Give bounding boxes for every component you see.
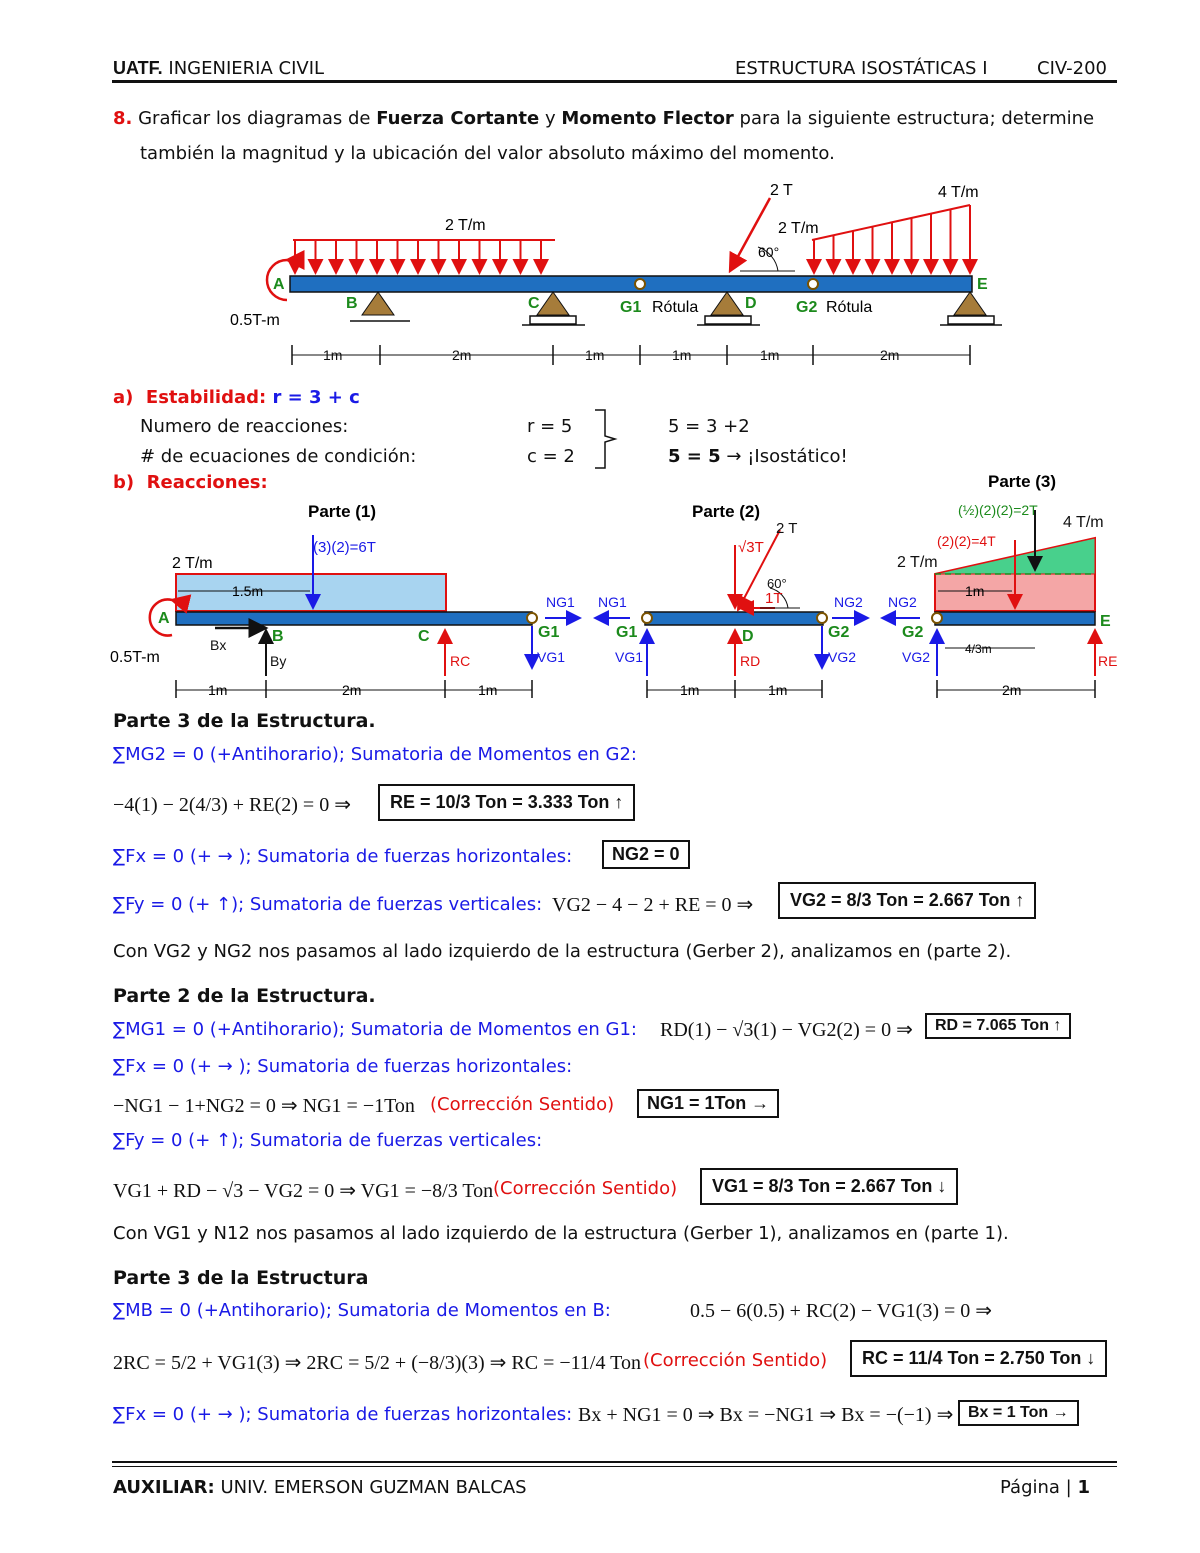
problem-bold: Fuerza Cortante (376, 108, 540, 129)
node-label: C (418, 628, 430, 645)
result-box (850, 1340, 1107, 1377)
node-label: G2 (828, 624, 850, 641)
result-value: RD = 7.065 Ton ↑ (925, 1013, 1071, 1039)
footer-rule (112, 1466, 1117, 1467)
dimension-label: 1m (478, 682, 498, 698)
page-number (1000, 1477, 1090, 1498)
part-label: Parte (2) (692, 502, 761, 521)
problem-text: para la siguiente estructura; determine (733, 108, 1095, 129)
node-label: B (346, 295, 358, 312)
load-label: 2 T/m (897, 554, 938, 571)
section-title: Parte 3 de la Estructura. (113, 710, 376, 732)
moment-label: 0.5T-m (110, 649, 160, 666)
resultant-label: (3)(2)=6T (313, 539, 376, 556)
transition-note: Con VG2 y NG2 nos pasamos al lado izquierdo de la estructura (Gerber 2), analizamos en (parte 2). (113, 941, 1012, 962)
dimension-label: 4/3m (965, 642, 992, 656)
dimension-label: 2m (880, 347, 900, 363)
result-box (637, 1089, 779, 1118)
header-department: INGENIERIA CIVIL (168, 58, 325, 79)
dimension-label: 1m (323, 347, 343, 363)
node-label: G1 (538, 624, 560, 641)
page-value: 1 (1077, 1477, 1090, 1498)
header-subject: ESTRUCTURA ISOSTÁTICAS I (735, 58, 988, 79)
page-label: Página | (1000, 1477, 1072, 1498)
node-label: G1 (616, 624, 638, 641)
force-label: Bx (210, 637, 227, 653)
result-value: NG2 = 0 (602, 840, 690, 869)
problem-bold: Momento Flector (561, 108, 734, 129)
free-body-figure (0, 470, 1200, 700)
correction-note: (Corrección Sentido) (493, 1178, 678, 1199)
equation: VG2 − 4 − 2 + RE = 0 ⇒ (552, 894, 754, 916)
dimension-label: 2m (342, 682, 362, 698)
result-value: VG2 = 8/3 Ton = 2.667 Ton ↑ (778, 882, 1036, 919)
result-value: Bx = 1 Ton → (958, 1400, 1079, 1426)
formula: r = 3 + c (272, 387, 360, 408)
node-label: E (1100, 613, 1111, 630)
stability-heading (113, 387, 360, 408)
result-box (778, 882, 1036, 919)
force-label: By (270, 653, 287, 669)
node-label: D (745, 295, 757, 312)
point-load-label: 2 T (770, 182, 793, 199)
load-label: 4 T/m (1063, 514, 1104, 531)
fy-equation-title: ∑Fy = 0 (+ ↑); Sumatoria de fuerzas verticales: (113, 894, 543, 915)
load-label: 4 T/m (938, 184, 979, 201)
node-label: G1 (620, 299, 642, 316)
angle-label: 60° (758, 244, 780, 260)
section-title: Reacciones: (146, 472, 268, 493)
fy-equation-title: ∑Fy = 0 (+ ↑); Sumatoria de fuerzas verticales: (113, 1130, 543, 1151)
moment-equation-title: ∑MB = 0 (+Antihorario); Sumatoria de Momentos en B: (113, 1300, 611, 1321)
dimension-label: 1m (585, 347, 605, 363)
node-label: A (158, 610, 170, 627)
equation: −NG1 − 1+NG2 = 0 ⇒ NG1 = −1Ton (113, 1095, 415, 1117)
result-box (958, 1400, 1079, 1426)
force-label: RD (740, 653, 761, 669)
item-letter: a) (113, 387, 134, 408)
fx-equation-title: ∑Fx = 0 (+ → ); Sumatoria de fuerzas horizontales: (113, 1404, 573, 1425)
problem-number: 8. (113, 108, 133, 129)
angle-label: 60° (767, 576, 787, 591)
point-load-label: 2 T (776, 520, 798, 537)
header-left (113, 58, 324, 79)
dimension-label: 1m (760, 347, 780, 363)
equation: 2RC = 5/2 + VG1(3) ⇒ 2RC = 5/2 + (−8/3)(3) ⇒ RC = −11/4 Ton (113, 1352, 641, 1374)
fx-equation-title: ∑Fx = 0 (+ → ); Sumatoria de fuerzas horizontales: (113, 1056, 573, 1077)
force-label: VG1 (537, 649, 566, 665)
fx-equation-title: ∑Fx = 0 (+ → ); Sumatoria de fuerzas horizontales: (113, 846, 573, 867)
problem-text: Graficar los diagramas de (138, 108, 377, 129)
force-label: NG2 (834, 594, 863, 610)
node-label: E (977, 276, 988, 293)
problem-line-2: también la magnitud y la ubicación del valor absoluto máximo del momento. (140, 143, 835, 164)
result-box (925, 1013, 1071, 1039)
header-rule (112, 80, 1117, 83)
resultant-label: (2)(2)=4T (937, 533, 996, 549)
component-label: √3T (738, 539, 764, 556)
result-value: RE = 10/3 Ton = 3.333 Ton ↑ (378, 784, 635, 821)
force-label: VG1 (615, 649, 644, 665)
equation: 0.5 − 6(0.5) + RC(2) − VG1(3) = 0 ⇒ (690, 1300, 993, 1322)
logo: UATF. (113, 58, 163, 78)
footer-label: AUXILIAR: (113, 1477, 215, 1498)
moment-equation-title: ∑MG2 = 0 (+Antihorario); Sumatoria de Momentos en G2: (113, 744, 637, 765)
footer-author (113, 1477, 527, 1498)
section-title: Parte 3 de la Estructura (113, 1267, 369, 1289)
result-box (700, 1168, 958, 1205)
item-letter: b) (113, 472, 135, 493)
reactions-count-value: r = 5 (527, 416, 573, 437)
hinge-label: Rótula (826, 299, 873, 316)
equation: RD(1) − √3(1) − VG2(2) = 0 ⇒ (660, 1019, 913, 1041)
node-label: G2 (902, 624, 924, 641)
equation: VG1 + RD − √3 − VG2 = 0 ⇒ VG1 = −8/3 Ton (113, 1180, 494, 1202)
dimension-label: 1m (680, 682, 700, 698)
reactions-count-label: Numero de reacciones: (140, 416, 349, 437)
component-label: 1T (765, 590, 783, 607)
node-label: G2 (796, 299, 818, 316)
conditions-value: c = 2 (527, 446, 575, 467)
transition-note: Con VG1 y N12 nos pasamos al lado izquierdo de la estructura (Gerber 1), analizamos en (parte 1). (113, 1223, 1009, 1244)
dimension-label: 1.5m (232, 583, 264, 599)
resultant-label: (½)(2)(2)=2T (958, 502, 1038, 518)
force-label: NG1 (598, 594, 627, 610)
load-label: 2 T/m (172, 555, 213, 572)
result-box (602, 840, 690, 869)
equation: Bx + NG1 = 0 ⇒ Bx = −NG1 ⇒ Bx = −(−1) ⇒ (578, 1404, 954, 1426)
footer-name: UNIV. EMERSON GUZMAN BALCAS (220, 1477, 527, 1498)
conditions-result (668, 446, 848, 467)
force-label: VG2 (902, 649, 931, 665)
equation: −4(1) − 2(4/3) + RE(2) = 0 ⇒ (113, 794, 351, 816)
dimension-label: 1m (965, 583, 985, 599)
force-label: RC (450, 653, 471, 669)
result-value: RC = 11/4 Ton = 2.750 Ton ↓ (850, 1340, 1107, 1377)
conditions-label: # de ecuaciones de condición: (140, 446, 417, 467)
moment-label: 0.5T-m (230, 312, 280, 329)
header-code: CIV-200 (1037, 58, 1107, 79)
dimension-label: 1m (768, 682, 788, 698)
result-box (378, 784, 635, 821)
hinge-label: Rótula (652, 299, 699, 316)
result-value: VG1 = 8/3 Ton = 2.667 Ton ↓ (700, 1168, 958, 1205)
part-label: Parte (1) (308, 502, 377, 521)
footer-rule (112, 1461, 1117, 1463)
force-label: NG2 (888, 594, 917, 610)
result-bold: 5 = 5 (668, 446, 721, 467)
node-label: D (742, 628, 754, 645)
bracket (590, 408, 620, 470)
problem-text: y (539, 108, 562, 129)
node-label: C (528, 295, 540, 312)
force-label: RE (1098, 653, 1118, 669)
section-title: Estabilidad: (145, 387, 267, 408)
force-label: NG1 (546, 594, 575, 610)
node-label: B (272, 628, 284, 645)
problem-line-1 (113, 108, 1094, 129)
moment-equation-title: ∑MG1 = 0 (+Antihorario); Sumatoria de Momentos en G1: (113, 1019, 637, 1040)
load-label: 2 T/m (778, 220, 819, 237)
node-label: A (273, 276, 285, 293)
dimension-label: 2m (1002, 682, 1022, 698)
dimension-label: 1m (208, 682, 228, 698)
section-title: Parte 2 de la Estructura. (113, 985, 376, 1007)
part-label: Parte (3) (988, 472, 1057, 491)
correction-note: (Corrección Sentido) (430, 1094, 615, 1115)
correction-note: (Corrección Sentido) (643, 1350, 828, 1371)
force-label: VG2 (828, 649, 857, 665)
dimension-label: 2m (452, 347, 472, 363)
load-label: 2 T/m (445, 217, 486, 234)
dimension-label: 1m (672, 347, 692, 363)
reactions-count-result: 5 = 3 +2 (668, 416, 750, 437)
result-value: NG1 = 1Ton → (637, 1089, 779, 1118)
result-text: → ¡Isostático! (726, 446, 848, 467)
structure-figure (0, 175, 1200, 380)
